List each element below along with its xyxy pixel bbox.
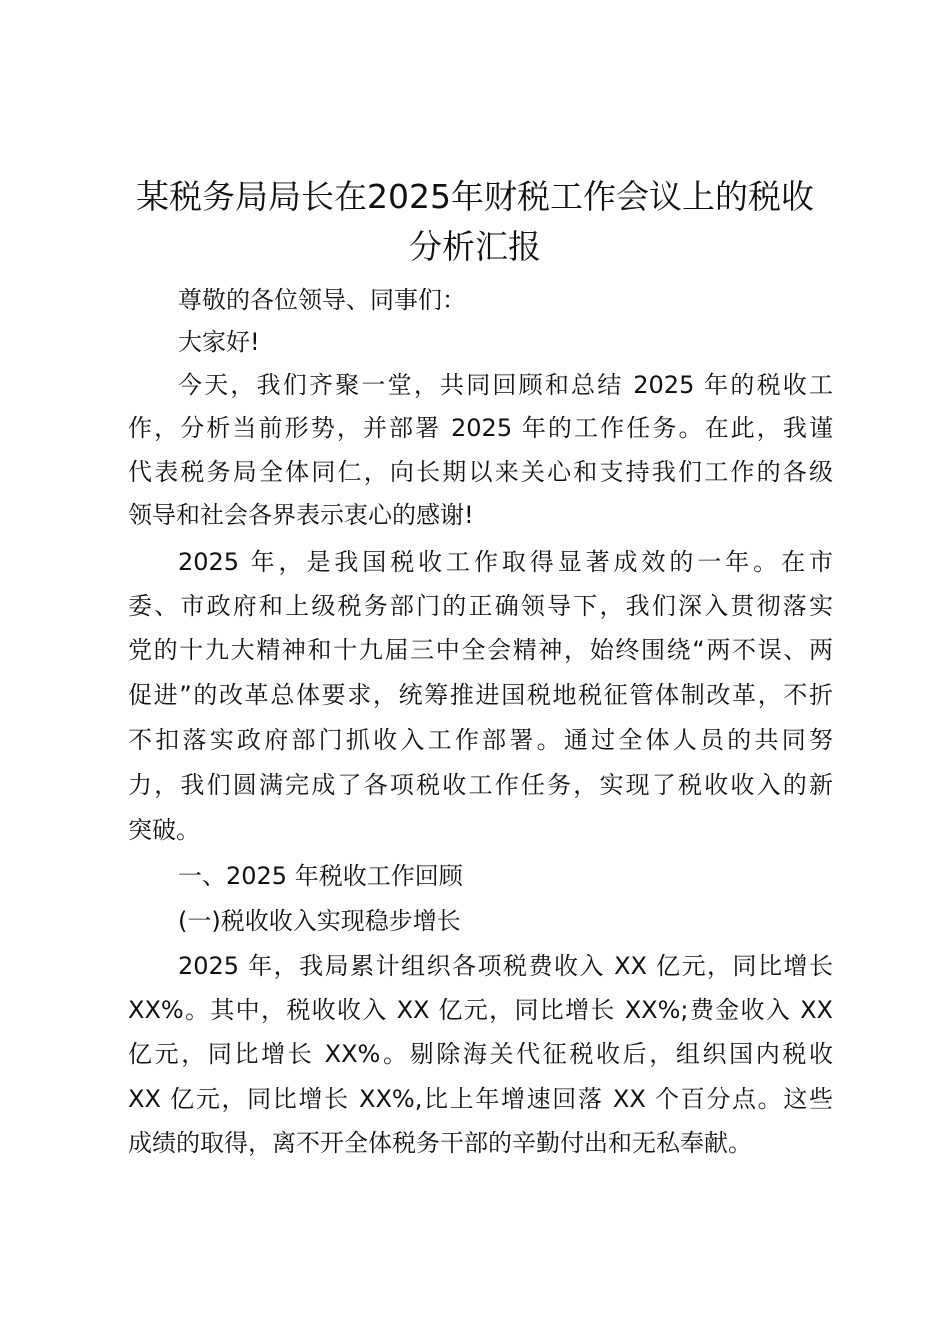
paragraph-line: 亿元，同比增长 XX%。剔除海关代征税收后，组织国内税收 (128, 1040, 833, 1068)
section-heading: 一、2025 年税收工作回顾 (178, 862, 463, 890)
paragraph-line: 力，我们圆满完成了各项税收工作任务，实现了税收收入的新 (128, 771, 833, 799)
paragraph-line: XX 亿元，同比增长 XX%,比上年增速回落 XX 个百分点。这些 (128, 1085, 833, 1113)
paragraph-line: 促进”的改革总体要求，统筹推进国税地税征管体制改革，不折 (128, 681, 833, 709)
paragraph-line: 代表税务局全体同仁，向长期以来关心和支持我们工作的各级 (128, 458, 833, 486)
greeting: 大家好! (178, 328, 260, 356)
paragraph-line: 委、市政府和上级税务部门的正确领导下，我们深入贯彻落实 (128, 592, 833, 620)
subsection-heading: (一)税收收入实现稳步增长 (178, 907, 461, 935)
paragraph-line: 作，分析当前形势，并部署 2025 年的工作任务。在此，我谨 (128, 414, 833, 442)
paragraph-line: 党的十九大精神和十九届三中全会精神，始终围绕“两不误、两 (128, 636, 833, 664)
paragraph-line: 今天，我们齐聚一堂，共同回顾和总结 2025 年的税收工 (178, 371, 833, 399)
paragraph-line: 不扣落实政府部门抓收入工作部署。通过全体人员的共同努 (128, 726, 833, 754)
paragraph-line: 2025 年，我局累计组织各项税费收入 XX 亿元，同比增长 (178, 952, 833, 980)
paragraph-line: 突破。 (128, 816, 200, 844)
document-title: 某税务局局长在2025年财税工作会议上的税收分析汇报 (136, 177, 814, 266)
paragraph-line: 成绩的取得，离不开全体税务干部的辛勤付出和无私奉献。 (128, 1129, 752, 1157)
paragraph-line: XX%。其中，税收收入 XX 亿元，同比增长 XX%;费金收入 XX (128, 996, 833, 1024)
paragraph-line: 2025 年，是我国税收工作取得显著成效的一年。在市 (178, 548, 833, 576)
paragraph-line: 领导和社会各界表示衷心的感谢! (128, 501, 474, 529)
salutation: 尊敬的各位领导、同事们： (178, 286, 466, 314)
